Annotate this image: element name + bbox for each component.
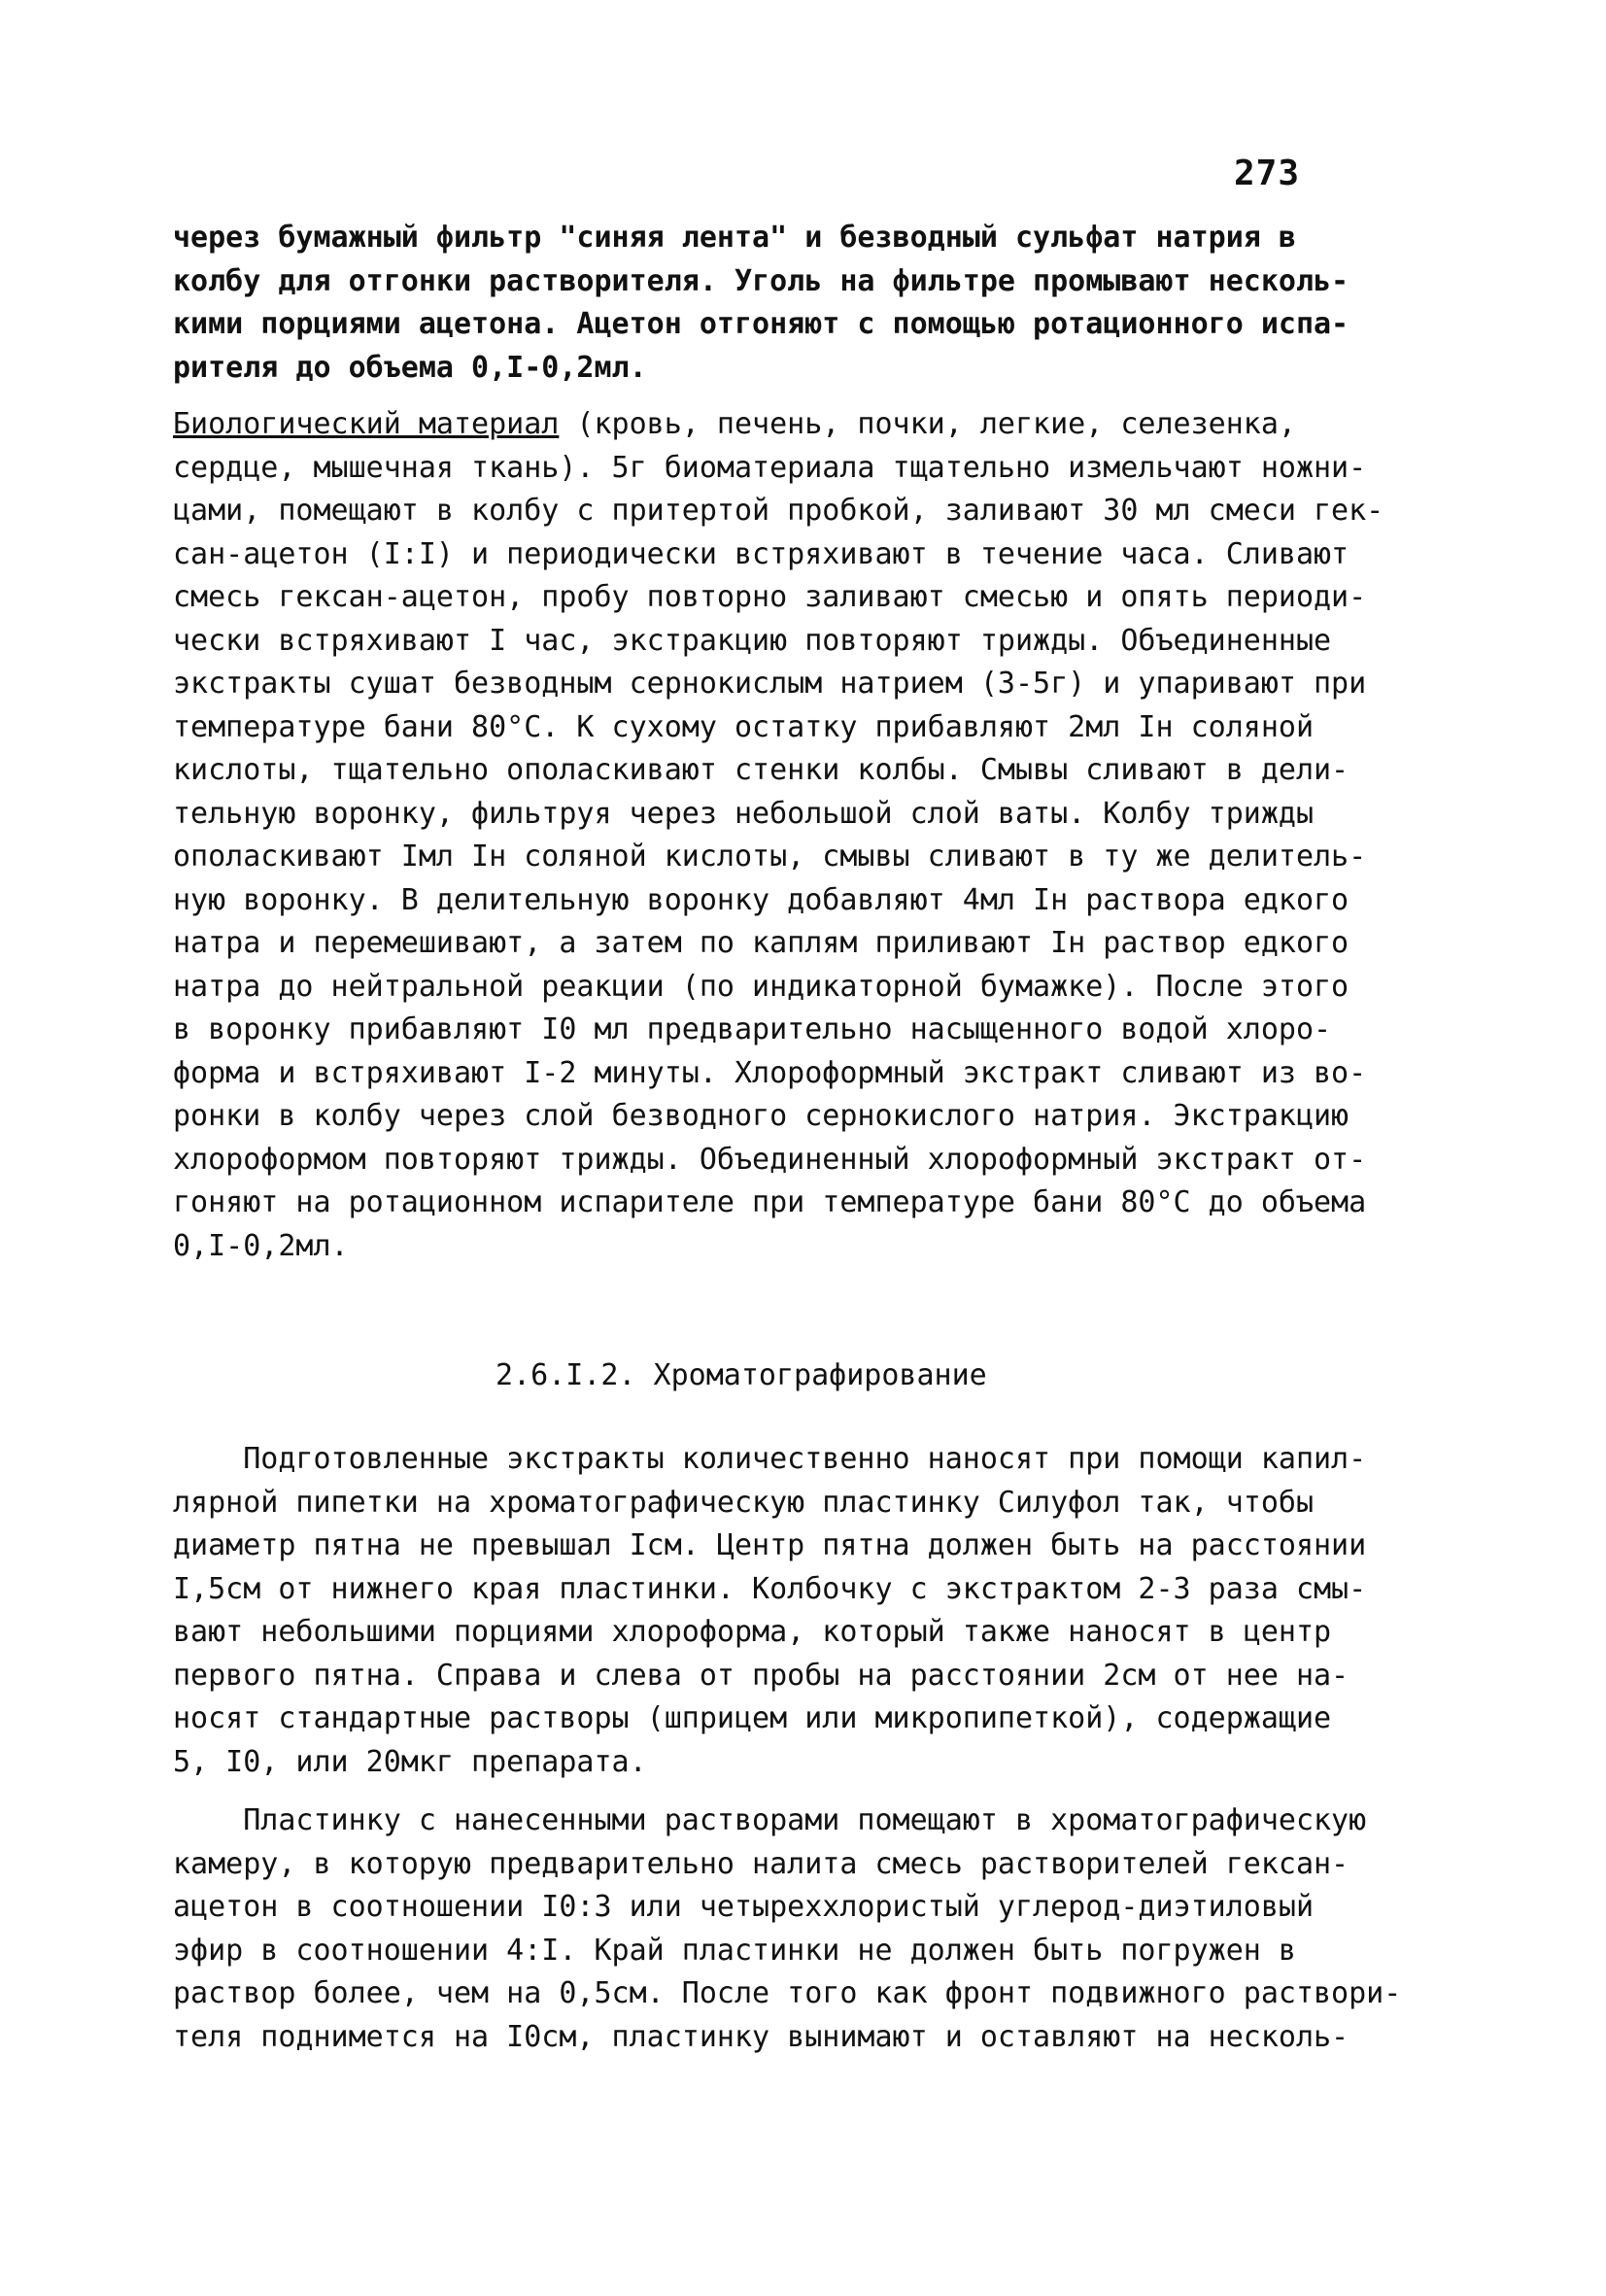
text-line: 0,I-0,2мл. bbox=[173, 1228, 349, 1263]
text-line: натра и перемешивают, а затем по каплям приливают Iн раствор едкого bbox=[173, 926, 1350, 960]
underlined-lead: Биологический материал bbox=[173, 407, 560, 441]
text-line: натра до нейтральной реакции (по индикаторной бумажке). После этого bbox=[173, 969, 1350, 1004]
text-line: кислоты, тщательно ополаскивают стенки колбы. Смывы сливают в дели- bbox=[173, 753, 1350, 787]
paragraph-biological-material bbox=[173, 403, 1426, 1268]
text-line: ронки в колбу через слой безводного сернокислого натрия. Экстракцию bbox=[173, 1099, 1350, 1133]
text-line: носят стандартные растворы (шприцем или микропипеткой), содержащие bbox=[173, 1701, 1332, 1735]
text-line: в воронку прибавляют I0 мл предварительно насыщенного водой хлоро- bbox=[173, 1012, 1332, 1046]
text-line: форма и встряхивают I-2 минуты. Хлороформный экстракт сливают из во- bbox=[173, 1055, 1367, 1090]
text-line: смесь гексан-ацетон, пробу повторно заливают смесью и опять периоди- bbox=[173, 580, 1367, 614]
text-line: первого пятна. Справа и слева от пробы на расстоянии 2см от нее на- bbox=[173, 1658, 1350, 1693]
text-line: камеру, в которую предварительно налита смесь растворителей гексан- bbox=[173, 1846, 1350, 1881]
text-line: раствор более, чем на 0,5см. После того как фронт подвижного раствори- bbox=[173, 1976, 1402, 2010]
text-line: Пластинку с нанесенными растворами помещают в хроматографическую bbox=[173, 1803, 1367, 1837]
text-line: гоняют на ротационном испарителе при температуре бани 80°С до объема bbox=[173, 1185, 1367, 1219]
text-line: чески встряхивают I час, экстракцию повторяют трижды. Объединенные bbox=[173, 623, 1332, 658]
text-line: I,5см от нижнего края пластинки. Колбочку с экстрактом 2-3 раза смы- bbox=[173, 1571, 1367, 1606]
text-line: ополаскивают Iмл Iн соляной кислоты, смывы сливают в ту же делитель- bbox=[173, 840, 1367, 874]
text-line: сердце, мышечная ткань). 5г биоматериала тщательно измельчают ножни- bbox=[173, 450, 1367, 485]
paragraph-extraction-end bbox=[173, 217, 1426, 390]
text-line: колбу для отгонки растворителя. Уголь на фильтре промывают несколь- bbox=[173, 263, 1350, 298]
text-line: через бумажный фильтр "синяя лента" и безводный сульфат натрия в bbox=[173, 221, 1296, 255]
text-line: температуре бани 80°С. К сухому остатку прибавляют 2мл Iн соляной bbox=[173, 709, 1314, 744]
text-line: ную воронку. В делительную воронку добавляют 4мл Iн раствора едкого bbox=[173, 882, 1350, 917]
text-line: кими порциями ацетона. Ацетон отгоняют с помощью ротационного испа- bbox=[173, 307, 1350, 341]
text-line: сан-ацетон (I:I) и периодически встряхивают в течение часа. Сливают bbox=[173, 536, 1350, 571]
text-line bbox=[173, 403, 1426, 447]
text-line: цами, помещают в колбу с притертой пробкой, заливают 30 мл смеси гек- bbox=[173, 494, 1384, 528]
text-line: хлороформом повторяют трижды. Объединенный хлороформный экстракт от- bbox=[173, 1142, 1367, 1177]
text-line: Подготовленные экстракты количественно наносят при помощи капил- bbox=[173, 1442, 1367, 1476]
paragraph-chromatography-development bbox=[173, 1799, 1426, 2059]
first-line-rest: (кровь, печень, почки, легкие, селезенка, bbox=[559, 407, 1296, 441]
text-line: теля поднимется на I0см, пластинку вынимают и оставляют на несколь- bbox=[173, 2019, 1350, 2054]
text-line: экстракты сушат безводным сернокислым натрием (3-5г) и упаривают при bbox=[173, 667, 1367, 701]
text-line: тельную воронку, фильтруя через небольшой слой ваты. Колбу трижды bbox=[173, 796, 1314, 831]
paragraph-chromatography-application bbox=[173, 1438, 1426, 1784]
text-line: лярной пипетки на хроматографическую пластинку Силуфол так, чтобы bbox=[173, 1485, 1314, 1520]
section-heading: 2.6.I.2. Хроматографирование bbox=[495, 1358, 987, 1392]
text-line: ацетон в соотношении I0:3 или четыреххлористый углерод-диэтиловый bbox=[173, 1890, 1314, 1924]
text-line: рителя до объема 0,I-0,2мл. bbox=[173, 350, 647, 385]
text-line: эфир в соотношении 4:I. Край пластинки не должен быть погружен в bbox=[173, 1933, 1296, 1968]
page-number: 273 bbox=[1234, 154, 1301, 193]
text-line: 5, I0, или 20мкг препарата. bbox=[173, 1744, 647, 1779]
text-line: вают небольшими порциями хлороформа, который также наносят в центр bbox=[173, 1615, 1332, 1649]
text-line: диаметр пятна не превышал Iсм. Центр пятна должен быть на расстоянии bbox=[173, 1528, 1367, 1562]
